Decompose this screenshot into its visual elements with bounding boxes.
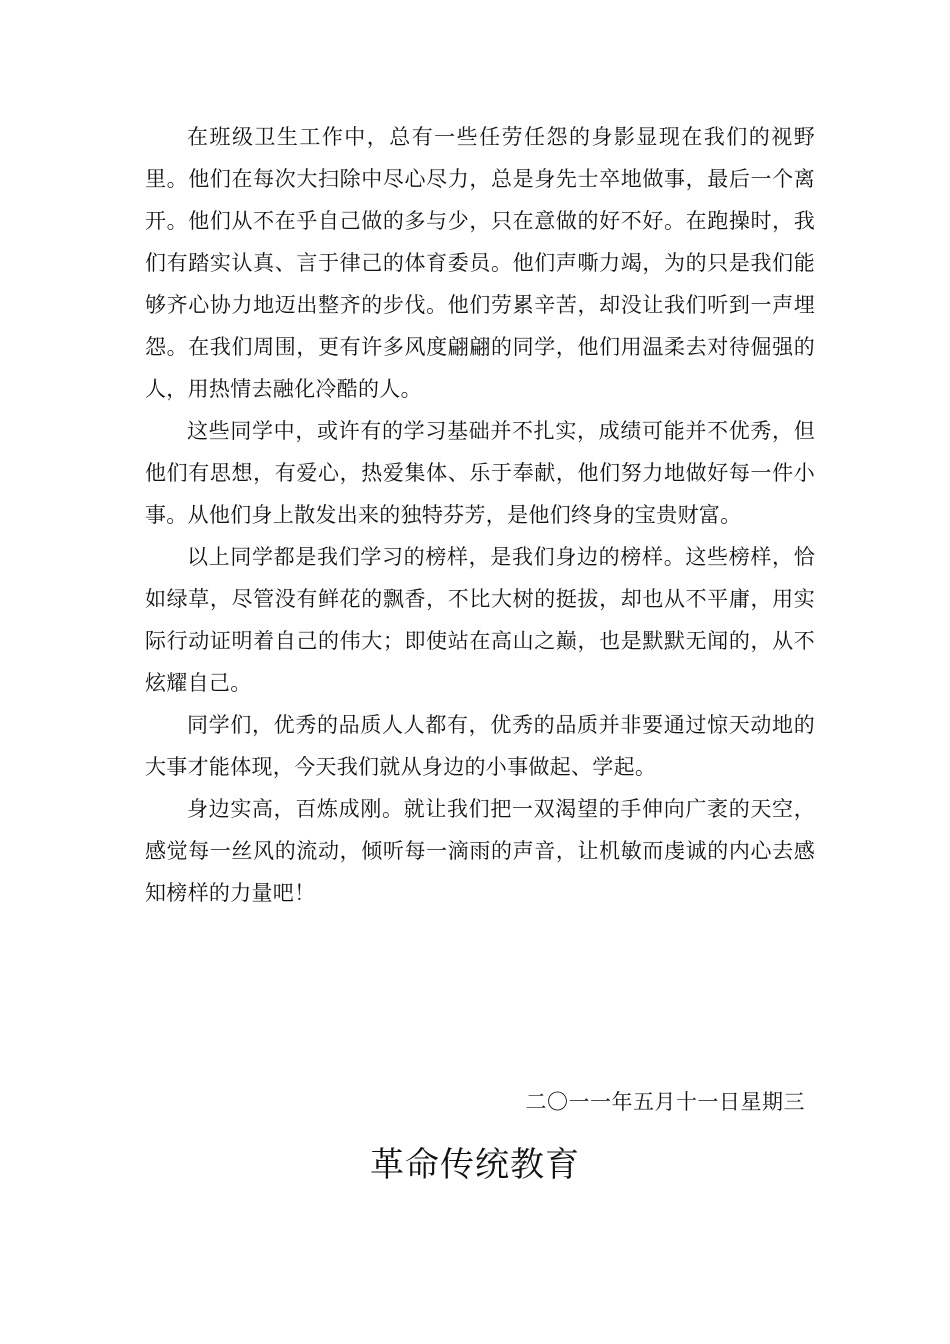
section-title: 革命传统教育 bbox=[370, 1145, 580, 1185]
paragraph-1: 在班级卫生工作中，总有一些任劳任怨的身影显现在我们的视野里。他们在每次大扫除中尽心尽力，总是身先士卒地做事，最后一个离开。他们从不在乎自己做的多与少，只在意做的好不好。在跑操时，我们有踏实认真、言于律己的体育委员。他们声嘶力竭，为的只是我们能够齐心协力地迈出整齐的步伐。他们劳累辛苦，却没让我们听到一声埋怨。在我们周围，更有许多风度翩翩的同学，他们用温柔去对待倔强的人，用热情去融化冷酷的人。 bbox=[145, 125, 815, 401]
article-body bbox=[145, 116, 815, 914]
paragraph-4: 同学们，优秀的品质人人都有，优秀的品质并非要通过惊天动地的大事才能体现，今天我们就从身边的小事做起、学起。 bbox=[145, 713, 815, 779]
document-date: 二〇一一年五月十一日星期三 bbox=[525, 1090, 805, 1114]
paragraph-5: 身边实高，百炼成刚。就让我们把一双渴望的手伸向广袤的天空，感觉每一丝风的流动，倾听每一滴雨的声音，让机敏而虔诚的内心去感知榜样的力量吧！ bbox=[145, 797, 815, 905]
paragraph-2: 这些同学中，或许有的学习基础并不扎实，成绩可能并不优秀，但他们有思想，有爱心，热爱集体、乐于奉献，他们努力地做好每一件小事。从他们身上散发出来的独特芬芳，是他们终身的宝贵财富。 bbox=[145, 419, 815, 527]
paragraph-3: 以上同学都是我们学习的榜样，是我们身边的榜样。这些榜样，恰如绿草，尽管没有鲜花的飘香，不比大树的挺拔，却也从不平庸，用实际行动证明着自己的伟大；即使站在高山之巅，也是默默无闻的，从不炫耀自己。 bbox=[145, 545, 815, 695]
